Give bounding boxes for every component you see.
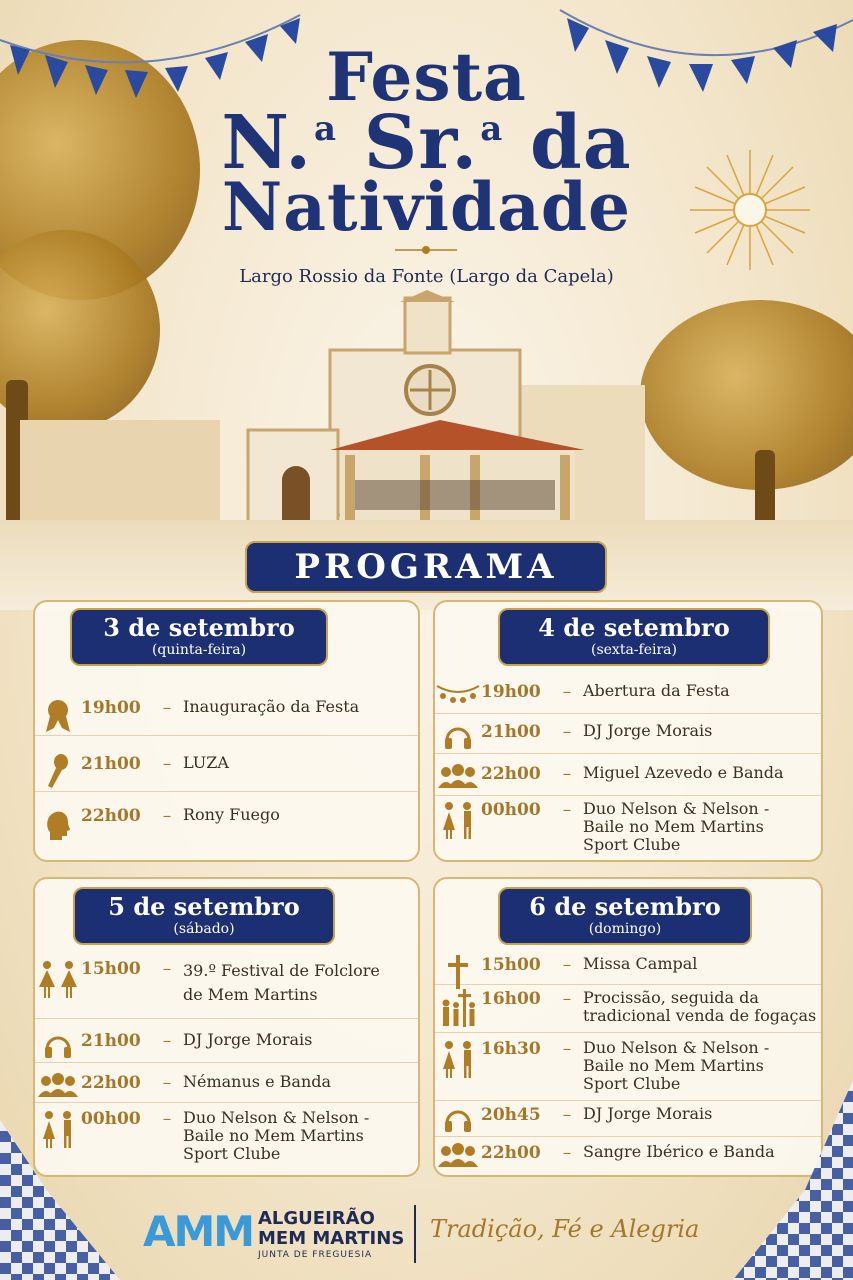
event-row (35, 794, 418, 854)
event-time: 20h45 (481, 1105, 541, 1125)
event-title: Sangre Ibérico e Banda (583, 1142, 775, 1161)
event-dash: – (162, 698, 172, 718)
footer-divider (414, 1205, 416, 1263)
day-1-date-badge (70, 608, 328, 666)
event-row (435, 985, 821, 1033)
event-title: Duo Nelson & Nelson - Baile no Mem Martins Sport Clube (583, 799, 770, 854)
event-dash: – (562, 764, 572, 784)
day-3-date-badge (73, 887, 335, 945)
event-time: 21h00 (81, 1031, 141, 1051)
day-4-date-badge (498, 887, 752, 945)
title-n: N. (221, 100, 312, 186)
event-title: Inauguração da Festa (183, 697, 360, 716)
ribbon-icon (35, 698, 81, 734)
title-festa: Festa (326, 38, 527, 116)
location-subtitle: Largo Rossio da Fonte (Largo da Capela) (239, 266, 614, 287)
event-dash: – (162, 1109, 172, 1129)
org-line-1: ALGUEIRÃO (258, 1208, 375, 1229)
day-4-weekday: (domingo) (588, 921, 662, 937)
group-icon (35, 1073, 81, 1099)
event-row (435, 714, 821, 754)
event-row (435, 945, 821, 985)
day-1-date: 3 de setembro (103, 613, 295, 642)
event-dash: – (562, 1039, 572, 1059)
day-panel-3 (33, 877, 420, 1177)
person-head-icon (35, 806, 81, 842)
event-dash: – (162, 754, 172, 774)
event-title: 39.º Festival de Folclore de Mem Martins (183, 961, 380, 1004)
day-panel-1 (33, 600, 420, 862)
event-dash: – (162, 959, 172, 979)
event-dash: – (162, 806, 172, 826)
event-row (435, 1137, 821, 1175)
event-time: 22h00 (481, 1143, 541, 1163)
event-dash: – (562, 800, 572, 820)
event-time: 15h00 (481, 955, 541, 975)
event-title: LUZA (183, 753, 229, 772)
title-natividade: Natividade (221, 168, 632, 246)
dancers-icon (35, 1109, 81, 1149)
group-icon (435, 764, 481, 790)
lights-icon (435, 682, 481, 708)
event-dash: – (562, 1105, 572, 1125)
event-row (35, 738, 418, 792)
event-title: Miguel Azevedo e Banda (583, 763, 784, 782)
event-dash: – (562, 1143, 572, 1163)
event-time: 16h00 (481, 989, 541, 1009)
event-row (435, 674, 821, 714)
event-dash: – (162, 1073, 172, 1093)
event-title: Rony Fuego (183, 805, 280, 824)
day-3-date: 5 de setembro (108, 892, 300, 921)
event-row (435, 1033, 821, 1101)
event-dash: – (562, 955, 572, 975)
cross-icon (435, 955, 481, 989)
event-dash: – (562, 682, 572, 702)
day-panel-2 (433, 600, 823, 862)
event-title: Duo Nelson & Nelson - Baile no Mem Martins Sport Clube (583, 1038, 770, 1093)
event-title: Duo Nelson & Nelson - Baile no Mem Martins Sport Clube (183, 1108, 370, 1163)
org-line-3: JUNTA DE FREGUESIA (258, 1250, 373, 1260)
headphones-icon (435, 1105, 481, 1135)
day-2-weekday: (sexta-feira) (591, 642, 677, 658)
footer (0, 1195, 853, 1280)
ornament-divider-icon (395, 243, 457, 257)
org-name (258, 1209, 404, 1249)
event-row (435, 754, 821, 796)
event-title: DJ Jorge Morais (183, 1030, 313, 1049)
event-title: Missa Campal (583, 954, 698, 973)
event-row (35, 1019, 418, 1063)
event-row (35, 1103, 418, 1173)
event-time: 00h00 (481, 800, 541, 820)
event-row (435, 796, 821, 860)
event-time: 16h30 (481, 1039, 541, 1059)
org-line-2: MEM MARTINS (258, 1228, 405, 1249)
event-time: 22h00 (81, 806, 141, 826)
day-panel-4 (433, 877, 823, 1177)
event-row (35, 684, 418, 736)
event-time: 21h00 (81, 754, 141, 774)
event-row (35, 953, 418, 1019)
event-time: 21h00 (481, 722, 541, 742)
event-time: 22h00 (81, 1073, 141, 1093)
tagline: Tradição, Fé e Alegria (430, 1215, 700, 1243)
event-title: Procissão, seguida da tradicional venda de fogaças (583, 988, 817, 1025)
event-time: 00h00 (81, 1109, 141, 1129)
title-sr: Sr. (363, 100, 479, 186)
dancers-icon (435, 1039, 481, 1079)
event-time: 19h00 (81, 698, 141, 718)
amm-logo (143, 1207, 253, 1256)
title-n-sup: a (313, 109, 338, 149)
event-row (35, 1063, 418, 1103)
headphones-icon (435, 722, 481, 752)
day-3-weekday: (sábado) (173, 921, 235, 937)
day-2-date-badge (498, 608, 770, 666)
event-dash: – (562, 722, 572, 742)
folk-dancers-icon (35, 959, 81, 999)
event-dash: – (562, 989, 572, 1009)
group-icon (435, 1143, 481, 1169)
title-sr-sup: a (480, 109, 504, 149)
title-da: da (529, 100, 632, 186)
day-4-date: 6 de setembro (529, 892, 721, 921)
programa-banner: PROGRAMA (245, 541, 607, 593)
event-time: 19h00 (481, 682, 541, 702)
microphone-icon (35, 754, 81, 790)
headphones-icon (35, 1031, 81, 1061)
procession-icon (435, 989, 481, 1027)
event-title: Némanus e Banda (183, 1072, 332, 1091)
event-dash: – (162, 1031, 172, 1051)
event-title: Abertura da Festa (583, 681, 730, 700)
event-time: 15h00 (81, 959, 141, 979)
event-row (435, 1101, 821, 1137)
day-2-date: 4 de setembro (538, 613, 730, 642)
day-1-weekday: (quinta-feira) (151, 642, 247, 658)
event-time: 22h00 (481, 764, 541, 784)
event-title: DJ Jorge Morais (583, 1104, 713, 1123)
chapel-illustration (0, 290, 853, 540)
amm-logo-text: AMM (143, 1207, 254, 1256)
event-title: DJ Jorge Morais (583, 721, 713, 740)
dancers-icon (435, 800, 481, 840)
